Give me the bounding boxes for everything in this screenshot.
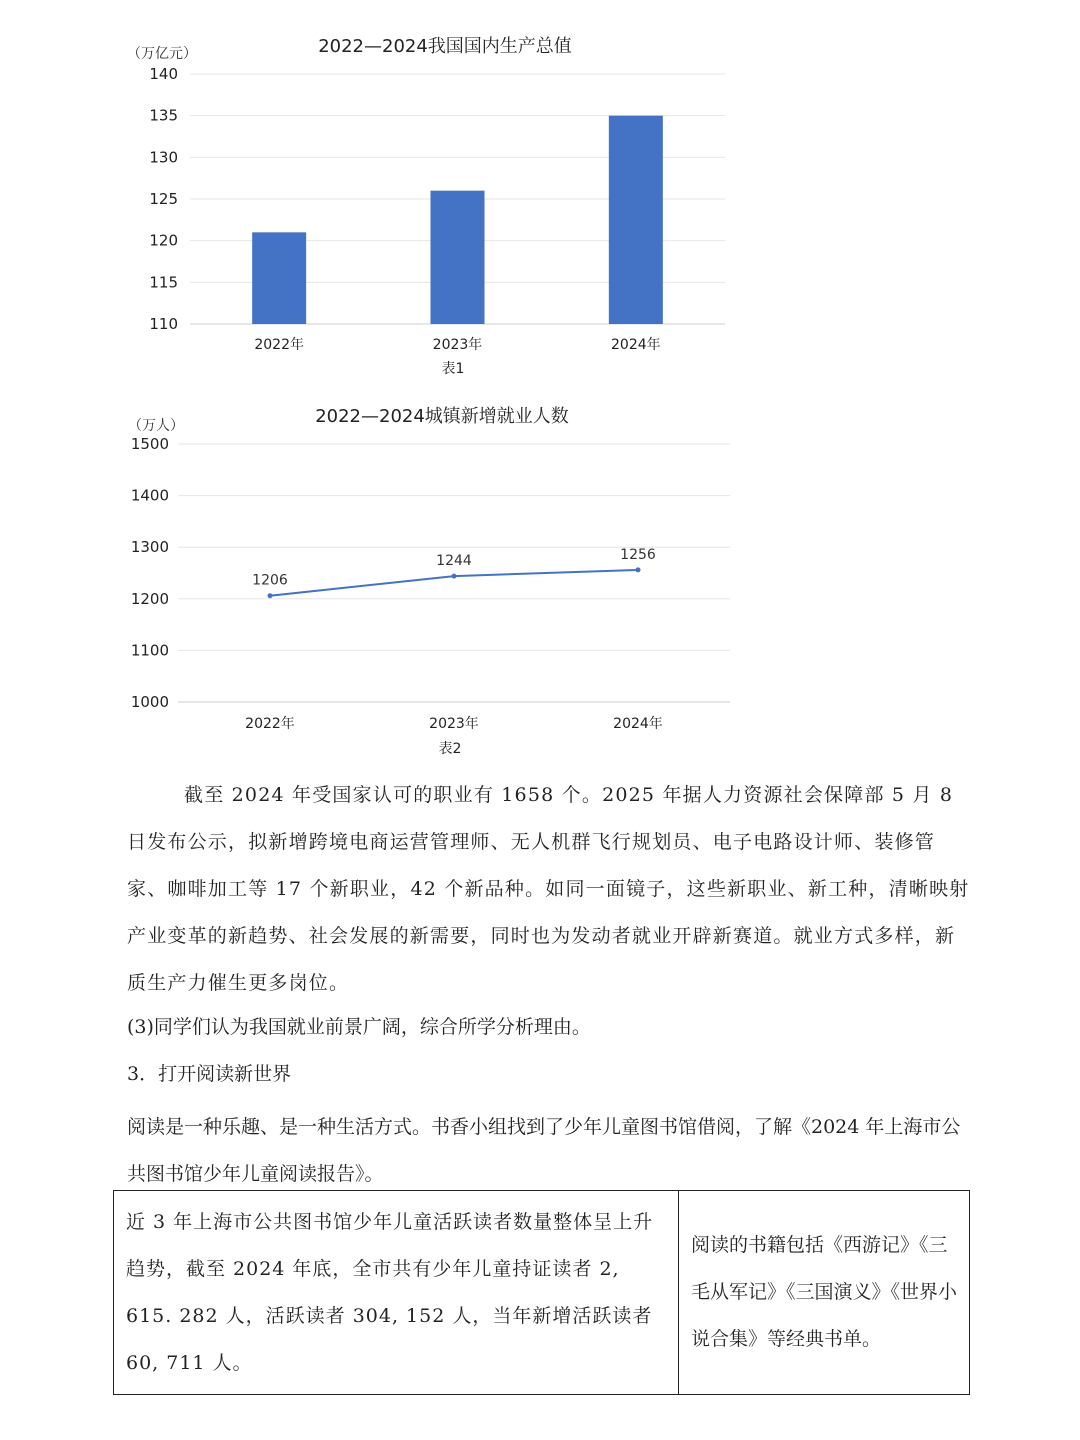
bar-2023年 (431, 191, 485, 324)
y-tick-label: 110 (149, 315, 178, 333)
x-category-label: 2022年 (254, 337, 304, 353)
y-tick-label: 1400 (130, 486, 169, 505)
reading-report-table (113, 1190, 970, 1395)
y-tick-label: 130 (149, 148, 178, 167)
y-tick-label: 1200 (130, 589, 169, 608)
y-tick-label: 140 (149, 65, 178, 83)
y-tick-label: 1300 (130, 538, 169, 557)
x-category-label: 2023年 (432, 337, 483, 353)
data-label: 1206 (252, 572, 288, 589)
reading-paragraph: 阅读是一种乐趣、是一种生活方式。书香小组找到了少年儿童图书馆借阅，了解《2024 年上海市公共图书馆少年儿童阅读报告》。 (127, 1116, 961, 1185)
chart-caption: 表2 (438, 741, 462, 757)
occupation-paragraph: 截至 2024 年受国家认可的职业有 1658 个。2025 年据人力资源社会保障部 5 月 8 日发布公示，拟新增跨境电商运营管理师、无人机群飞行规划员、电子电路设计师、装修管家、咖啡加工等 17 个新职业，42 个新品种。如同一面镜子，这些新职业、新工种，清晰映射产业变革的新趋势、社会发展的新需要，同时也为发动者就业开辟新赛道。就业方式多样，新质生产力催生更多岗位。 (127, 784, 970, 994)
bar-2024年 (609, 116, 663, 324)
book-list-cell: 阅读的书籍包括《西游记》《三毛从军记》《三国演义》《世界小说合集》等经典书单。 (679, 1191, 970, 1395)
data-label: 1244 (436, 553, 472, 570)
data-label: 1256 (620, 546, 656, 563)
y-tick-label: 1000 (130, 693, 169, 711)
y-tick-label: 115 (149, 273, 178, 292)
data-point (268, 593, 273, 598)
x-category-label: 2022年 (245, 716, 295, 732)
y-tick-label: 135 (149, 106, 178, 125)
y-tick-label: 120 (149, 231, 178, 250)
bar-2022年 (252, 232, 306, 324)
x-category-label: 2024年 (613, 716, 663, 732)
y-unit-label: （万人） (128, 418, 184, 434)
gdp-bar-chart (0, 0, 1080, 390)
y-tick-label: 125 (149, 190, 178, 208)
chart-caption: 表1 (441, 361, 465, 377)
chart-title: 2022—2024我国国内生产总值 (318, 36, 572, 57)
x-category-label: 2023年 (429, 716, 479, 732)
reader-stats-cell: 近 3 年上海市公共图书馆少年儿童活跃读者数量整体呈上升趋势，截至 2024 年底，全市共有少年儿童持证读者 2, 615. 282 人，活跃读者 304, 152 人，当年新增活跃读者 60, 711 人。 (114, 1191, 679, 1395)
question-3: (3)同学们认为我国就业前景广阔，综合所学分析理由。 (127, 1016, 591, 1038)
data-point (452, 574, 457, 579)
y-unit-label: （万亿元） (127, 46, 197, 62)
data-point (636, 567, 641, 572)
x-category-label: 2024年 (611, 337, 661, 353)
y-tick-label: 1500 (130, 435, 169, 453)
y-tick-label: 1100 (130, 641, 169, 660)
employment-line-chart (0, 395, 1080, 765)
chart-title: 2022—2024城镇新增就业人数 (315, 406, 569, 427)
section-3-title: 3．打开阅读新世界 (127, 1063, 292, 1085)
